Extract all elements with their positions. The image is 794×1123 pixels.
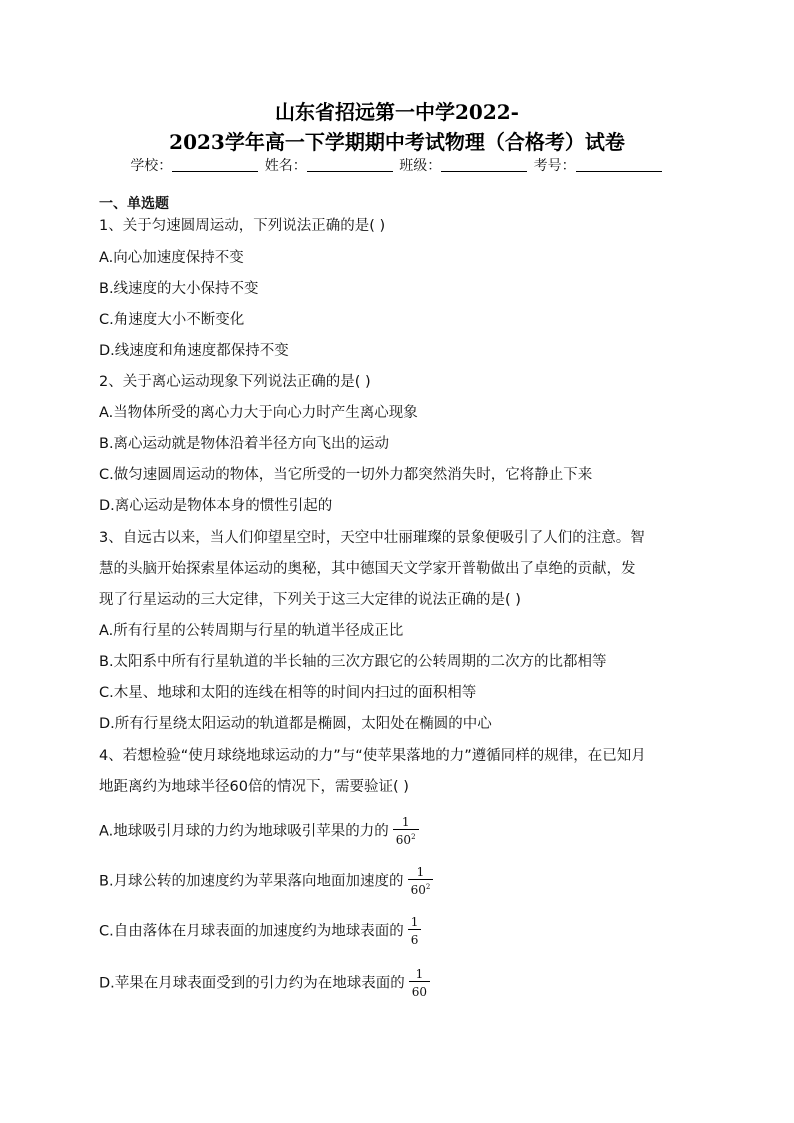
question-3-stem-line-1: 3、自远古以来，当人们仰望星空时，天空中壮丽璀璨的景象便吸引了人们的注意。智 [99, 530, 645, 546]
denominator-base: 60 [395, 833, 412, 847]
question-1-option-b: B.线速度的大小保持不变 [99, 281, 259, 297]
question-3-stem-line-3: 现了行星运动的三大定律，下列关于这三大定律的说法正确的是( ) [99, 592, 521, 608]
denominator-base: 60 [410, 883, 426, 897]
question-4-stem-line-1: 4、若想检验“使月球绕地球运动的力”与“使苹果落地的力”遵循同样的规律，在已知月 [99, 748, 646, 764]
fraction-numerator: 1 [401, 815, 410, 829]
question-1-stem: 1、关于匀速圆周运动，下列说法正确的是( ) [99, 218, 386, 234]
question-4-option-c [99, 916, 421, 947]
question-2-option-b: B.离心运动就是物体沿着半径方向飞出的运动 [99, 436, 390, 452]
fraction-numerator: 1 [416, 865, 425, 879]
denominator-base: 60 [411, 985, 428, 999]
name-blank [307, 157, 393, 172]
school-label: 学校： [130, 158, 173, 174]
option-text: C.自由落体在月球表面的加速度约为地球表面的 [99, 923, 404, 940]
question-3-option-c: C.木星、地球和太阳的连线在相等的时间内扫过的面积相等 [99, 685, 477, 701]
exam-title-line-2: 2023学年高一下学期期中考试物理（合格考）试卷 [169, 130, 625, 154]
question-3-option-b: B.太阳系中所有行星轨道的半长轴的三次方跟它的公转周期的二次方的比都相等 [99, 654, 607, 670]
school-blank [172, 157, 258, 172]
fraction-numerator: 1 [410, 915, 419, 929]
denominator-exponent: 2 [425, 883, 431, 891]
fraction-denominator [393, 829, 419, 847]
exam-number-label: 考号： [533, 158, 576, 174]
fraction-numerator: 1 [415, 967, 424, 981]
section-heading: 一、单选题 [99, 196, 169, 212]
fraction [408, 916, 422, 947]
class-blank [441, 157, 527, 172]
question-1-option-d: D.线速度和角速度都保持不变 [99, 343, 289, 359]
exam-number-blank [576, 157, 662, 172]
option-text: B.月球公转的加速度约为苹果落向地面加速度的 [99, 873, 404, 890]
question-3-option-d: D.所有行星绕太阳运动的轨道都是椭圆，太阳处在椭圆的中心 [99, 716, 492, 732]
fraction [408, 866, 434, 897]
denominator-exponent: 2 [411, 833, 416, 841]
fraction-denominator [409, 981, 430, 999]
name-label: 姓名： [264, 158, 307, 174]
fraction [393, 816, 419, 847]
question-1-option-c: C.角速度大小不断变化 [99, 312, 245, 328]
question-3-stem-line-2: 慧的头脑开始探索星体运动的奥秘，其中德国天文学家开普勒做出了卓绝的贡献，发 [99, 561, 636, 577]
option-text: D.苹果在月球表面受到的引力约为在地球表面的 [99, 975, 405, 992]
question-2-option-d: D.离心运动是物体本身的惯性引起的 [99, 498, 333, 514]
class-label: 班级： [399, 158, 442, 174]
exam-title-line-1: 山东省招远第一中学2022- [275, 100, 519, 124]
fraction [409, 968, 430, 999]
question-2-stem: 2、关于离心运动现象下列说法正确的是( ) [99, 374, 371, 390]
question-4-option-b [99, 866, 433, 897]
question-4-option-d [99, 968, 430, 999]
question-4-stem-line-2: 地距离约为地球半径60倍的情况下，需要验证( ) [99, 779, 409, 795]
question-3-option-a: A.所有行星的公转周期与行星的轨道半径成正比 [99, 623, 404, 639]
option-text: A.地球吸引月球的力约为地球吸引苹果的力的 [99, 823, 389, 840]
question-2-option-a: A.当物体所受的离心力大于向心力时产生离心现象 [99, 405, 418, 421]
denominator-base: 6 [410, 933, 419, 947]
student-info-row [0, 155, 794, 175]
fraction-denominator [408, 879, 434, 897]
question-1-option-a: A.向心加速度保持不变 [99, 250, 244, 266]
question-2-option-c: C.做匀速圆周运动的物体，当它所受的一切外力都突然消失时，它将静止下来 [99, 467, 593, 483]
question-4-option-a [99, 816, 419, 847]
fraction-denominator [408, 929, 422, 947]
